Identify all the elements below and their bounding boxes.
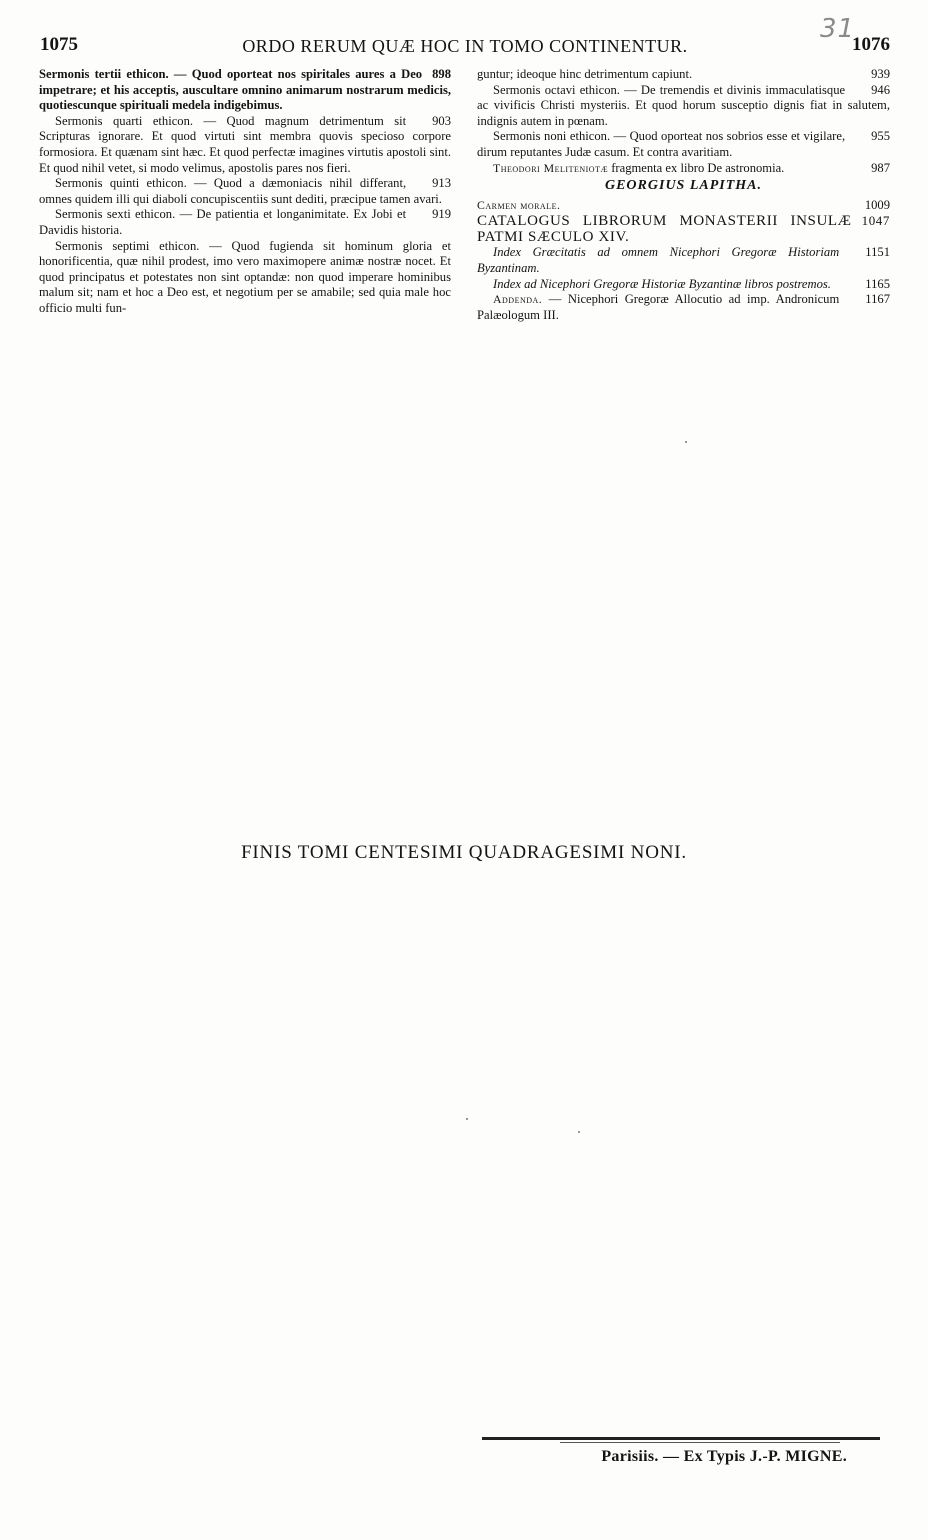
page-number-right: 1076 xyxy=(852,34,890,55)
toc-page-number: 939 xyxy=(871,67,890,81)
toc-entry-text: CATALOGUS LIBRORUM MONASTERII INSULÆ PATMI SÆCULO XIV. xyxy=(477,213,852,246)
running-title: ORDO RERUM QUÆ HOC IN TOMO CONTINENTUR. xyxy=(242,36,688,56)
handwritten-page-mark: 31 xyxy=(820,14,856,44)
finis-line: FINIS TOMI CENTESIMI QUADRAGESIMI NONI. xyxy=(241,842,687,863)
toc-page-number: 913 xyxy=(432,176,451,191)
left-column xyxy=(39,67,451,317)
addenda-label: Addenda. xyxy=(493,292,543,307)
toc-entry-text: Carmen morale. xyxy=(477,197,561,212)
toc-page-number: 919 xyxy=(432,207,451,222)
toc-entry-text: — Nicephori Gregoræ Allocutio ad imp. Andronicum Palæologum III. xyxy=(477,292,840,322)
toc-page-number: 1151 xyxy=(865,245,890,260)
toc-entry-text: Index ad Nicephori Gregoræ Historiæ Byzantinæ libros postremos. xyxy=(493,276,831,291)
print-speck xyxy=(466,1118,468,1120)
toc-entry xyxy=(39,239,451,317)
toc-entry-text: Sermonis tertii ethicon. — Quod oporteat nos spiritales aures a Deo impetrare; et his acceptis, auscultare omnino animarum nostrarum medicis, quotiescunque spirituali medela indigebimus. xyxy=(39,67,451,113)
running-header xyxy=(40,34,890,60)
print-speck xyxy=(578,1131,580,1133)
toc-entry xyxy=(39,207,451,238)
print-speck xyxy=(685,441,687,443)
toc-entry-theodori xyxy=(477,161,890,177)
toc-page-number: 946 xyxy=(871,82,890,97)
section-heading-georgius: GEORGIUS LAPITHA. xyxy=(604,178,763,194)
toc-entry-text: Index Græcitatis ad omnem Nicephori Gregoræ Historiam Byzantinam. xyxy=(477,245,840,275)
toc-entry-carmen xyxy=(477,198,890,214)
right-column xyxy=(477,67,890,323)
toc-page-number: 1167 xyxy=(865,292,890,307)
toc-page-number: 903 xyxy=(432,113,451,128)
page-number-left: 1075 xyxy=(40,34,78,55)
toc-entry-catalogus xyxy=(477,213,890,245)
colophon-rule-thin xyxy=(560,1442,840,1443)
toc-page-number: 955 xyxy=(871,129,890,144)
toc-entry-text: Sermonis sexti ethicon. — De patientia et longanimitate. Ex Jobi et Davidis historia. xyxy=(39,207,407,237)
toc-entry xyxy=(477,67,890,83)
colophon-rule xyxy=(482,1437,880,1440)
toc-page-number: 987 xyxy=(871,160,890,175)
toc-entry-text: Sermonis septimi ethicon. — Quod fugienda sit hominum gloria et honorificentia, quæ nihil prodest, imo vero maximopere animæ nostræ nocet. Et quod principatus et potestates non sint optandæ: non quod imperare hominibus malum sit; nam et hoc a Deo est, et negotium per se amabile; sed quia male hoc officio multi fun- xyxy=(39,238,451,315)
toc-entry-text: fragmenta ex libro De astronomia. xyxy=(608,160,785,175)
author-name: Theodori Meliteniotæ xyxy=(493,160,609,175)
toc-entry-index-historiae xyxy=(477,277,890,293)
toc-entry-text: Sermonis quarti ethicon. — Quod magnum detrimentum sit Scripturas ignorare. Et quod virtuti sint membra quovis specioso corpore formosiora. Et quænam sint hæc. Et quod perfectæ imagines virtutis apostoli sint. Et quod nihil vetet, si modo velimus, apostolis pares nos fieri. xyxy=(39,113,451,175)
toc-entry-text: Sermonis quinti ethicon. — Quod a dæmoniacis nihil differant, omnes quidem illi qui diaboli concupiscentiis sunt dediti, præcipue tamen avari. xyxy=(39,176,442,206)
toc-entry xyxy=(39,67,451,114)
toc-entry xyxy=(477,129,890,160)
toc-page-number: 1047 xyxy=(861,213,890,229)
toc-entry xyxy=(39,114,451,176)
toc-entry-text: guntur; ideoque hinc detrimentum capiunt. xyxy=(477,67,693,81)
toc-entry-index-graecitatis xyxy=(477,245,890,276)
toc-entry xyxy=(39,176,451,207)
toc-page-number: 898 xyxy=(432,67,451,81)
toc-entry-addenda xyxy=(477,292,890,323)
toc-page-number: 1165 xyxy=(865,276,890,291)
toc-entry-text: Sermonis noni ethicon. — Quod oporteat nos sobrios esse et vigilare, dirum reputantes Judæ casum. Et contra avaritiam. xyxy=(477,129,846,159)
colophon-imprint: Parisiis. — Ex Typis J.-P. MIGNE. xyxy=(601,1448,847,1465)
toc-entry-text: Sermonis octavi ethicon. — De tremendis et divinis immaculatisque ac vivificis Christi mysteriis. Et quod horum susceptio dignis fiat in salutem, indignis autem in pœnam. xyxy=(477,82,890,128)
toc-entry xyxy=(477,83,890,130)
toc-page-number: 1009 xyxy=(864,197,890,212)
